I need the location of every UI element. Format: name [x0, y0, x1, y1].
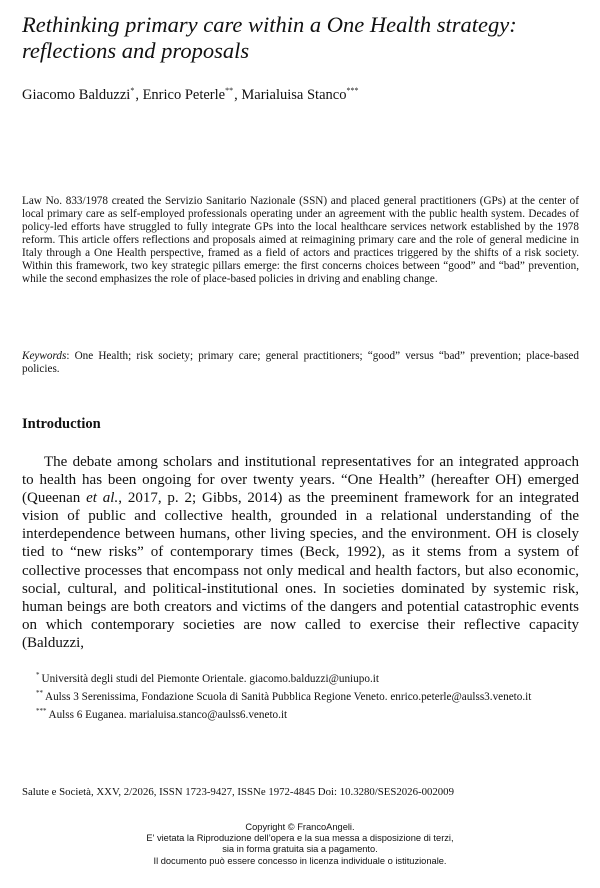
intro-italic-etal: et al. — [86, 490, 119, 507]
footnote-text: Aulss 6 Euganea. marialuisa.stanco@aulss6.veneto.it — [48, 709, 288, 721]
author-footnote-mark: *** — [346, 86, 359, 95]
section-heading: Introduction — [22, 416, 101, 432]
author-list: Giacomo Balduzzi*, Enrico Peterle**, Marialuisa Stanco*** — [22, 86, 359, 103]
copyright-line: sia in forma gratuita sia a pagamento. — [222, 844, 378, 855]
intro-text-part: , 2017, p. 2; Gibbs, 2014) as the preeminent framework for an integrated vision of public and collective health, grounded in a relational understanding of the interdependence between humans, other living species, and the environment. OH is closely tied to “new risks” of contemporary times (Beck, 1992), as it stems from a system of collective processes that encompass not only medical and health factors, but also economic, social, cultural, and political-institutional ones. In societies dominated by systemic risk, human beings are both creators and victims of the dangers and potential catastrophic events on which contemporary societies are now called to exercise their reflective capacity (Balduzzi, — [22, 490, 579, 651]
footnote — [22, 704, 579, 722]
footnote-text: Università degli studi del Piemonte Orientale. giacomo.balduzzi@uniupo.it — [41, 673, 379, 685]
author-footnote-mark: ** — [225, 86, 234, 95]
copyright-line: Copyright © FrancoAngeli. — [245, 822, 355, 832]
abstract: Law No. 833/1978 created the Servizio Sanitario Nazionale (SSN) and placed general practitioners (GPs) at the center of local primary care as self-employed professionals operating under an agreement with the public health system. Decades of policy-led efforts have struggled to fully integrate GPs into the local healthcare services network established by the 1978 reform. This article offers reflections and proposals aimed at reimagining primary care and the role of general medicine in Italy through a One Health perspective, framed as a field of actors and practices triggered by the shifts of a risk society. Within this framework, two key strategic pillars emerge: the first concerns choices between “good” and “bad” prevention, while the second emphasizes the role of place-based policies in driving and enabling change. — [22, 195, 579, 285]
author-name: Marialuisa Stanco — [241, 87, 347, 103]
footnote-mark: *** — [36, 707, 47, 715]
copyright-line: Il documento può essere concesso in licenza individuale o istituzionale. — [153, 855, 447, 866]
copyright-line: E' vietata la Riproduzione dell’opera e la sua messa a disposizione di terzi, — [146, 833, 454, 844]
author-footnote-mark: * — [130, 86, 135, 95]
footnote-mark: ** — [36, 689, 43, 697]
footnote-mark: * — [36, 671, 40, 679]
keywords-label: Keywords — [22, 350, 67, 362]
journal-citation-line: Salute e Società, XXV, 2/2026, ISSN 1723-9427, ISSNe 1972-4845 Doi: 10.3280/SES2026-002009 — [22, 786, 454, 798]
intro-text-part: The debate among scholars and institutional representatives for an integrated approach to health has been ongoing for over twenty years. “One Health” (hereafter OH) emerged (Queenan — [22, 454, 579, 507]
keywords — [22, 350, 579, 376]
footnote — [22, 686, 579, 704]
footnotes — [22, 668, 579, 722]
keywords-text: : One Health; risk society; primary care; general practitioners; “good” versus “bad” prevention; place-based policies. — [22, 350, 579, 375]
footnote-text: Aulss 3 Serenissima, Fondazione Scuola di Sanità Pubblica Regione Veneto. enrico.peterle@aulss3.veneto.it — [45, 691, 532, 703]
author-name: Enrico Peterle — [142, 87, 226, 103]
copyright-notice — [50, 822, 550, 867]
footnote — [22, 668, 579, 686]
author-name: Giacomo Balduzzi — [22, 87, 131, 103]
article-title: Rethinking primary care within a One Health strategy: reflections and proposals — [22, 12, 517, 63]
intro-paragraph — [22, 453, 579, 652]
